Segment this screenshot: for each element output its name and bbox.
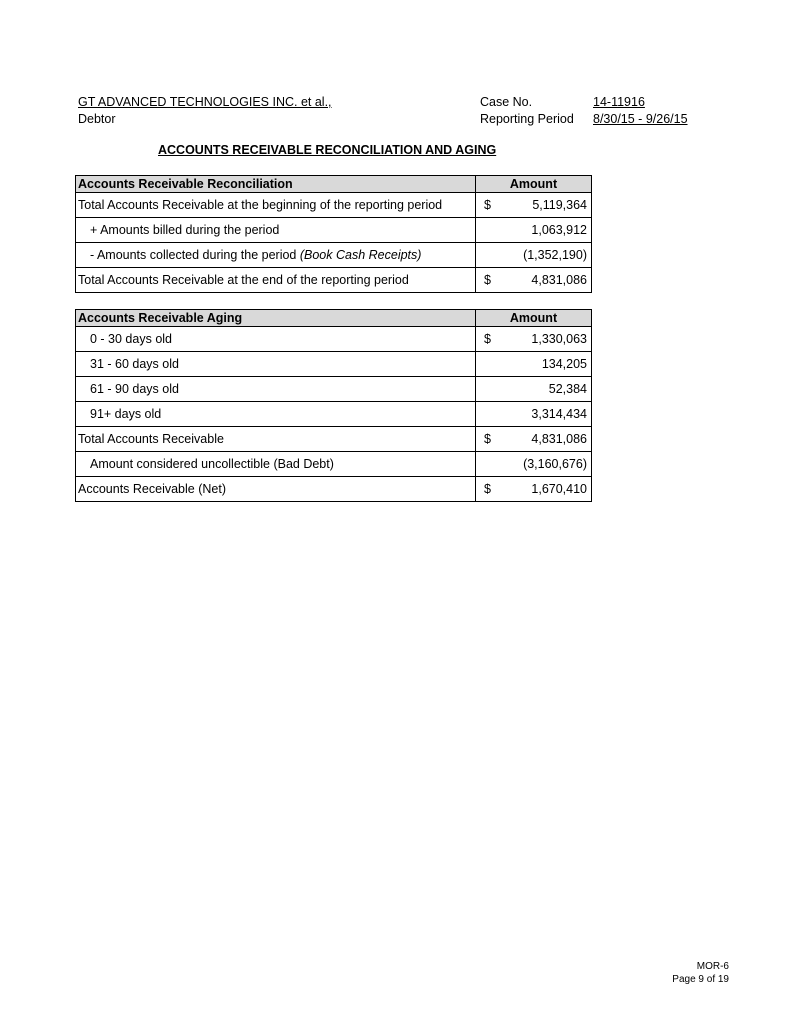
case-no-label: Case No. — [480, 95, 533, 109]
table-row — [76, 452, 592, 477]
row-label: Total Accounts Receivable at the end of the reporting period — [76, 268, 476, 293]
row-amount-cell — [476, 427, 592, 452]
table-row — [76, 268, 592, 293]
row-label-cell — [76, 243, 476, 268]
ar-aging-table — [75, 309, 592, 502]
row-amount: 1,063,912 — [531, 223, 587, 237]
row-label: 31 - 60 days old — [76, 352, 476, 377]
row-label: Total Accounts Receivable at the beginning of the reporting period — [76, 193, 476, 218]
currency-symbol: $ — [484, 332, 491, 346]
reporting-period-value: 8/30/15 - 9/26/15 — [593, 112, 688, 126]
row-amount: 4,831,086 — [531, 432, 587, 446]
row-amount: 1,670,410 — [531, 482, 587, 496]
row-amount: 1,330,063 — [531, 332, 587, 346]
table-row — [76, 327, 592, 352]
debtor-name: GT ADVANCED TECHNOLOGIES INC. et al., — [78, 95, 332, 109]
table-row — [76, 377, 592, 402]
column-header-label: Accounts Receivable Reconciliation — [76, 176, 476, 193]
currency-symbol: $ — [484, 273, 491, 287]
row-label: Accounts Receivable (Net) — [76, 477, 476, 502]
table-header-row — [76, 310, 592, 327]
row-label: 61 - 90 days old — [76, 377, 476, 402]
reporting-period-label: Reporting Period — [480, 112, 574, 126]
table-row — [76, 402, 592, 427]
page-number: Page 9 of 19 — [672, 974, 729, 985]
currency-symbol: $ — [484, 432, 491, 446]
row-amount: (3,160,676) — [523, 457, 587, 471]
table-row — [76, 193, 592, 218]
debtor-label: Debtor — [78, 112, 116, 126]
row-amount-cell — [476, 452, 592, 477]
row-label: 0 - 30 days old — [76, 327, 476, 352]
table-row — [76, 243, 592, 268]
row-amount-cell — [476, 402, 592, 427]
column-header-amount: Amount — [476, 310, 592, 327]
table-row — [76, 218, 592, 243]
row-label: Total Accounts Receivable — [76, 427, 476, 452]
table-row — [76, 477, 592, 502]
row-amount: 5,119,364 — [532, 198, 587, 212]
row-amount: 134,205 — [541, 357, 587, 371]
row-amount-cell — [476, 243, 592, 268]
currency-symbol: $ — [484, 482, 491, 496]
ar-reconciliation-table — [75, 175, 592, 293]
table-row — [76, 352, 592, 377]
row-amount-cell — [476, 477, 592, 502]
column-header-amount: Amount — [476, 176, 592, 193]
row-amount: 52,384 — [548, 382, 587, 396]
row-amount-cell — [476, 268, 592, 293]
row-label: - Amounts collected during the period — [90, 248, 297, 262]
form-code: MOR-6 — [696, 961, 729, 972]
row-amount: 3,314,434 — [531, 407, 587, 421]
row-amount: (1,352,190) — [523, 248, 587, 262]
row-label: 91+ days old — [76, 402, 476, 427]
row-label-note: (Book Cash Receipts) — [299, 248, 422, 262]
page-title: ACCOUNTS RECEIVABLE RECONCILIATION AND AGING — [158, 143, 497, 157]
row-amount-cell — [476, 218, 592, 243]
row-amount-cell — [476, 352, 592, 377]
row-label: + Amounts billed during the period — [76, 218, 476, 243]
column-header-label: Accounts Receivable Aging — [76, 310, 476, 327]
table-header-row — [76, 176, 592, 193]
table-row — [76, 427, 592, 452]
row-amount-cell — [476, 193, 592, 218]
row-label: Amount considered uncollectible (Bad Debt) — [76, 452, 476, 477]
currency-symbol: $ — [484, 198, 491, 212]
row-amount-cell — [476, 377, 592, 402]
row-amount-cell — [476, 327, 592, 352]
row-amount: 4,831,086 — [531, 273, 587, 287]
case-no-value: 14-11916 — [593, 95, 645, 109]
